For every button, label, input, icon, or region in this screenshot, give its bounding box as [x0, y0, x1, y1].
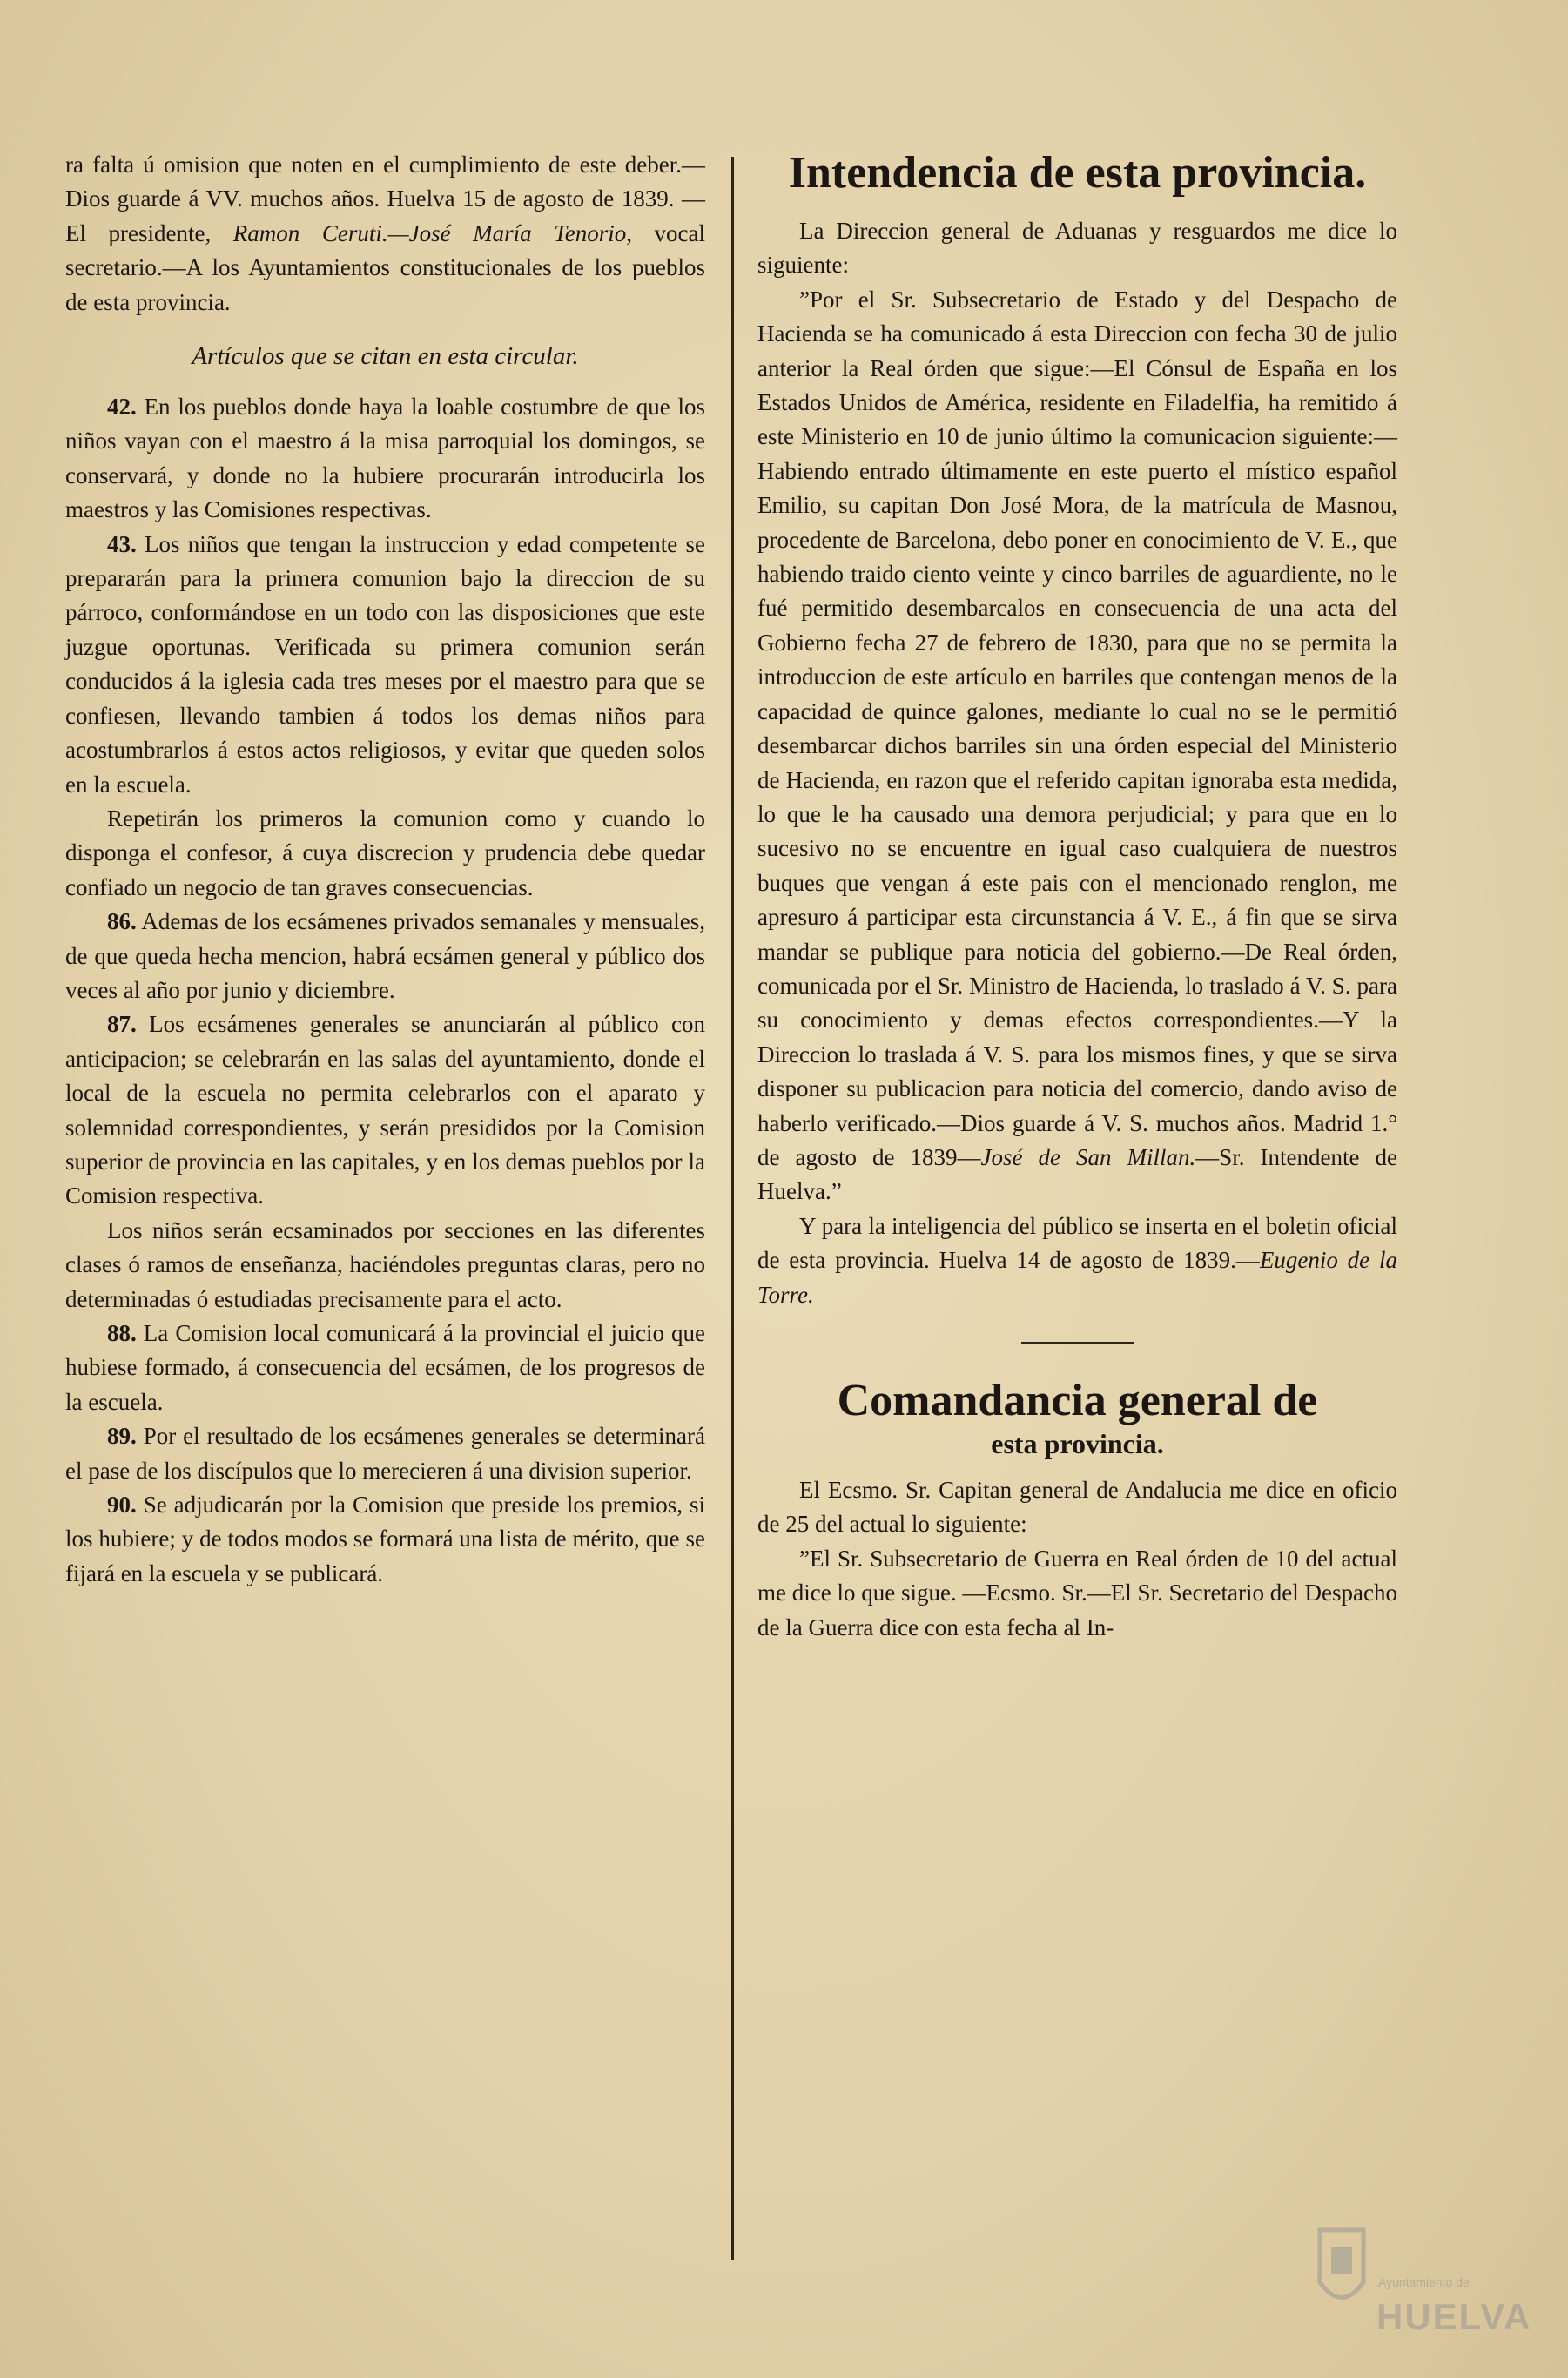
article-number: 90.	[107, 1492, 137, 1519]
signature: Eugenio de la Torre.	[757, 1247, 1397, 1308]
article-number: 88.	[107, 1320, 137, 1346]
watermark-text: HUELVA	[1376, 2296, 1532, 2337]
paragraph-ninos: Los niños serán ecsaminados por secciones en las diferentes clases ó ramos de enseñanza, haciéndoles preguntas claras, pero no determinadas ó estudiadas precisamente para el acto.	[65, 1216, 705, 1312]
signatories: Ramon Ceruti.—José María Tenorio	[232, 219, 627, 246]
article-43: 43. Los niños que tengan la instruccion y edad competente se prepararán para la primera comunion bajo la direccion de su párroco, conformándose en un todo con las disposiciones que este juzgue oportunas. Verificada su primera comunion serán conducidos á la iglesia cada tres meses por el maestro para que se confiesen, llevando tambien á todos los demas niños para acostumbrarlos á estos actos religiosos, y evitar que queden solos en la escuela.	[65, 530, 705, 798]
article-87: 87. Los ecsámenes generales se anunciarán al público con anticipacion; se celebrarán en las salas del ayuntamiento, donde el local de la escuela no permita celebrarlos con el aparato y solemnidad correspondientes, y serán presididos por la Comision superior de provincia en las capitales, y en los demas pueblos por la Comision respectiva.	[65, 1011, 705, 1209]
intendencia-body: ”Por el Sr. Subsecretario de Estado y del Despacho de Hacienda se ha comunicado á esta Direccion con fecha 30 de julio anterior la Real órden que sigue:—El Cónsul de España en los Estados Unidos de América, residente en Filadelfia, ha remitido á este Ministerio en 10 de junio último la comunicacion siguiente:—Habiendo entrado últimamente en este puerto el místico español Emilio, su capitan Don José Mora, de la matrícula de Masnou, procedente de Barcelona, debo poner en conocimiento de V. E., que habiendo traido ciento veinte y cinco barriles de aguardiente, no le fué permitido desembarcalos en consecuencia de una acta del Gobierno fecha 27 de febrero de 1830, para que no se permita la introduccion de este artículo en barriles que contengan menos de la capacidad de quince galones, mediante lo cual no se le permitió desembarcar dichos barriles sin una órden especial del Ministerio de Hacienda, en razon que el referido capitan ignoraba esta medida, lo que le ha causado una demora perjudicial; y para que en lo sucesivo no se encuentre en igual caso cualquiera de nuestros buques que vengan á este pais con el mencionado renglon, me apresuro á participar esta circunstancia á V. E., á fin que se sirva mandar se publique para noticia del gobierno.—De Real órden, comunicada por el Sr. Ministro de Hacienda, lo traslado á V. S. para su conocimiento y demas efectos correspondientes.—Y la Direccion lo traslada á V. S. para los mismos fines, y que se sirva disponer su publicacion para noticia del comercio, dando aviso de haberlo verificado.—Dios guarde á V. S. muchos años. Madrid 1.° de agosto de 1839—José de San Millan.—Sr. Intendente de Huelva.”	[757, 286, 1397, 1205]
column-divider	[731, 157, 734, 2260]
article-89: 89. Por el resultado de los ecsámenes generales se determinará el pase de los discípulos que lo merecieren á una division superior.	[65, 1423, 705, 1484]
comandancia-body: ”El Sr. Subsecretario de Guerra en Real órden de 10 del actual me dice lo que sigue. —Ecsmo. Sr.—El Sr. Secretario del Despacho de la Guerra dice con esta fecha al In-	[757, 1545, 1397, 1640]
article-90: 90. Se adjudicarán por la Comision que preside los premios, si los hubiere; y de todos modos se formará una lista de mérito, que se fijará en la escuela y se publicará.	[65, 1492, 705, 1586]
intendencia-intro: La Direccion general de Aduanas y resguardos me dice lo siguiente:	[757, 218, 1397, 279]
section-title-intendencia: Intendencia de esta provincia.	[788, 148, 1367, 198]
article-number: 89.	[107, 1423, 137, 1450]
article-number: 43.	[107, 530, 137, 557]
article-number: 87.	[107, 1011, 137, 1038]
right-column	[757, 148, 1397, 1645]
paragraph-repetiran: Repetirán los primeros la comunion como y cuando lo disponga el confesor, á cuya discrecion y prudencia debe quedar confiado un negocio de tan graves consecuencias.	[65, 805, 705, 900]
section-title-comandancia: Comandancia general de	[837, 1376, 1318, 1425]
section-subtitle: esta provincia.	[991, 1428, 1164, 1459]
archive-watermark	[1316, 2221, 1532, 2343]
article-86: 86. Ademas de los ecsámenes privados semanales y mensuales, de que queda hecha mencion, habrá ecsámen general y público dos veces al año por junio y diciembre.	[65, 908, 706, 1003]
comandancia-intro: El Ecsmo. Sr. Capitan general de Andalucia me dice en oficio de 25 del actual lo siguiente:	[757, 1477, 1397, 1538]
circular-closing-paragraph: ra falta ú omision que noten en el cumplimiento de este deber.—Dios guarde á VV. muchos años. Huelva 15 de agosto de 1839. —El presidente, Ramon Ceruti.—José María Tenorio, vocal secretario.—A los Ayuntamientos constitucionales de los pueblos de esta provincia.	[65, 152, 705, 315]
section-rule	[1021, 1342, 1134, 1344]
article-number: 42.	[107, 394, 137, 421]
article-42: 42. En los pueblos donde haya la loable costumbre de que los niños vayan con el maestro á la misa parroquial los domingos, se conservará, y donde no la hubiere procurarán introducirla los maestros y las Comisiones respectivas.	[65, 394, 705, 523]
left-column	[65, 148, 705, 1591]
signature: José de San Millan.	[980, 1143, 1196, 1170]
intendencia-closing: Y para la inteligencia del público se inserta en el boletin oficial de esta provincia. Huelva 14 de agosto de 1839.—Eugenio de la Torre.	[757, 1212, 1397, 1308]
article-88: 88. La Comision local comunicará á la provincial el juicio que hubiese formado, á consecuencia del ecsámen, de los progresos de la escuela.	[65, 1320, 705, 1415]
articles-heading: Artículos que se citan en esta circular.	[192, 342, 579, 371]
shield-icon	[1316, 2221, 1368, 2317]
article-number: 86.	[107, 908, 137, 935]
watermark-caption: Ayuntamiento de	[1378, 2275, 1470, 2289]
